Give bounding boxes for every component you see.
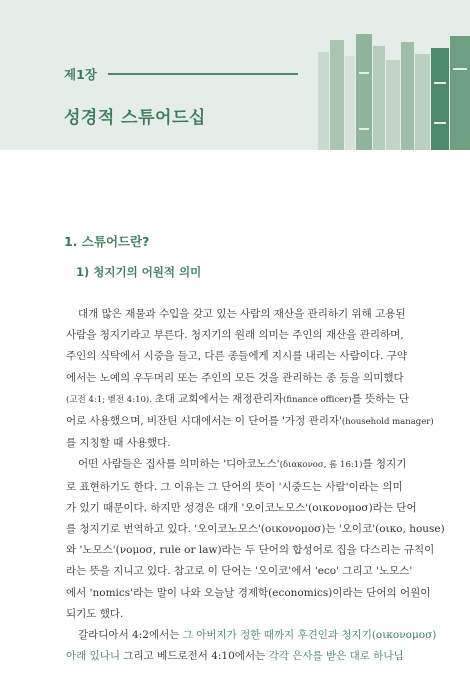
text-line: 어떤 사람들은 집사를 의미하는 '디아코노스'(διακονοσ, 롬 16:1)를 청지기 [78,458,407,471]
citation: (διακονοσ, 롬 16:1) [279,460,363,471]
text-line: 갈라디아서 4:2에서는 그 아버지가 정한 때까지 후견인과 청지기(οικονομοσ) [78,629,437,642]
text-line: 에서 'nomics'라는 말이 나와 오늘날 경제학(economics)이라는 단어의 어원이 [66,586,431,599]
scripture-quote: 그 아버지가 정한 때까지 후견인과 청지기(οικονομοσ) [182,629,437,642]
text-line: 대개 많은 재물과 수입을 갖고 있는 사람의 재산을 관리하기 위해 고용된 [78,308,406,320]
citation: (finance officer) [283,394,352,405]
scripture-quote: 각각 은사를 받은 대로 하나님 [268,650,404,663]
citation: (고전 4:1; 벧전 4:10). [66,394,155,405]
chapter-banner [0,0,470,150]
chapter-title: 성경적 스튜어드십 [64,108,206,128]
text-line: 와 '노모스'(νομοσ, rule or law)라는 두 단어의 합성어로 집을 다스리는 규칙이 [66,544,435,557]
section-heading: 1. 스튜어드란? [64,234,150,249]
sub-heading: 1) 청지기의 어원적 의미 [76,265,202,279]
text-line: 아래 있나니 그리고 베드로전서 4:10에서는 각각 은사를 받은 대로 하나님 [66,650,404,663]
citation: (household manager) [341,417,434,428]
text-line: 어로 사용했으며, 비잔틴 시대에서는 이 단어를 '가정 관리자'(household manager) [66,415,434,428]
text-line: 주인의 식탁에서 시중을 들고, 다른 종들에게 지시를 내리는 사람이다. 구약 [66,350,408,363]
scripture-quote: 아래 있나니 [66,650,121,663]
text-line: 라는 뜻을 지니고 있다. 참고로 이 단어는 '오이코'에서 'eco' 그리고 '노모스' [66,565,413,578]
chapter-rule [108,73,298,75]
body-text [66,304,445,667]
text-line: (고전 4:1; 벧전 4:10). 초대 교회에서는 재정관리자(finance officer)를 뜻하는 단 [66,392,409,405]
text-line: 되기도 했다. [66,607,124,620]
text-line: 를 지칭할 때 사용했다. [66,437,171,450]
text-line: 가 있기 때문이다. 하지만 성경은 대개 '오이코노모스'(οικονομοσ)라는 단어 [66,501,417,514]
text-line: 사람을 청지기라고 부른다. 청지기의 원래 의미는 주인의 재산을 관리하며, [66,329,404,342]
text-line: 에서는 노예의 우두머리 또는 주인의 모든 것을 관리하는 종 등을 의미했다 [66,371,404,384]
books-illustration [318,32,470,150]
text-line: 를 청지기로 번역하고 있다. '오이코노모스'(οικονομοσ)는 '오이코'(οικο, house) [66,523,445,536]
text-line: 로 표현하기도 한다. 그 이유는 그 단어의 뜻이 '시중드는 사람'이라는 의미 [66,480,403,493]
chapter-label: 제1장 [64,67,97,82]
